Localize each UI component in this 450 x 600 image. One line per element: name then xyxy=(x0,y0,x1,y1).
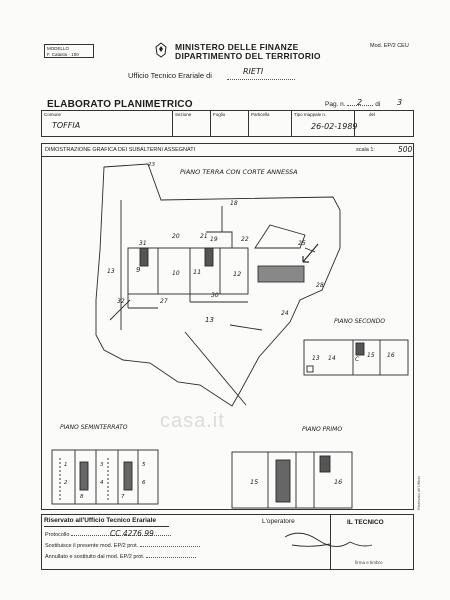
replaces-label: Sostituisce il presente mod. EP/2 prot. xyxy=(45,543,139,549)
foglio-label: Foglio xyxy=(213,112,226,117)
subalterno-label: 25 xyxy=(298,240,306,247)
document-title: ELABORATO PLANIMETRICO xyxy=(47,99,193,110)
firma-label: firma e timbro xyxy=(355,560,383,565)
subtitle-text: DIMOSTRAZIONE GRAFICA DEI SUBALTERNI ASSEGNATI xyxy=(45,147,196,153)
reserved-underline xyxy=(44,526,169,527)
subalterno-label: 20 xyxy=(172,233,180,240)
page-number: 2 xyxy=(357,98,363,107)
model-reference: Mod. EP/2 CEU xyxy=(370,43,409,49)
watermark: casa.it xyxy=(160,410,225,432)
subalterno-label: 32 xyxy=(117,298,125,305)
basement-sub-label: 8 xyxy=(80,494,84,500)
basement-sub-label: 3 xyxy=(100,462,104,468)
particella-label: Particella xyxy=(251,112,270,117)
replaces-row xyxy=(45,543,200,549)
second-floor-sub-label: 16 xyxy=(387,352,395,359)
subalterno-label: 12 xyxy=(233,270,242,278)
subalterno-label: 24 xyxy=(281,310,289,317)
protocol-value: CC 4276 99 xyxy=(110,529,154,538)
scale-label: scala 1: xyxy=(356,147,375,153)
parcel-outline xyxy=(96,164,340,406)
subalterno-label: 27 xyxy=(160,298,168,305)
side-note: Riservato all'Ufficio xyxy=(416,476,421,510)
comune-label: Comune xyxy=(44,112,62,117)
page-total: 3 xyxy=(397,98,403,107)
protocol-label: Protocollo xyxy=(45,532,70,538)
subalterno-label: 11 xyxy=(193,268,202,276)
ground-floor-building xyxy=(128,206,318,308)
first-floor-sub-label: 16 xyxy=(334,478,343,486)
first-floor-sub-label: 15 xyxy=(250,478,259,486)
subalterno-label: 28 xyxy=(316,282,324,289)
subalterno-label: 19 xyxy=(210,236,218,243)
basement-sub-label: 6 xyxy=(142,480,146,486)
department-name: DIPARTIMENTO DEL TERRITORIO xyxy=(175,51,321,61)
comune-value: TOFFIA xyxy=(52,121,81,130)
del-value: 26-02-1989 xyxy=(311,122,358,131)
tecnico-label: IL TECNICO xyxy=(347,519,384,526)
basement-label: PIANO SEMINTERRATO xyxy=(60,424,128,431)
subalterno-label: 18 xyxy=(230,200,238,207)
page-label: Pag. n. xyxy=(325,101,346,108)
of-label: di xyxy=(375,101,381,108)
subalterno-label: 22 xyxy=(241,236,249,243)
first-floor-label: PIANO PRIMO xyxy=(302,426,343,433)
subalterno-label: 10 xyxy=(172,270,180,277)
subalterno-label: 30 xyxy=(211,292,219,299)
tecnico-divider xyxy=(330,514,331,570)
reserved-heading: Riservato all'Ufficio Tecnico Erariale xyxy=(44,517,156,524)
stamp-line-2: F. Catasto - 100 xyxy=(47,52,79,57)
sezione-label: Sezione xyxy=(175,112,192,117)
basement-sub-label: 1 xyxy=(64,462,68,468)
del-label: del xyxy=(369,112,376,117)
subalterno-label: 13 xyxy=(107,268,115,275)
ministry-name: MINISTERO DELLE FINANZE xyxy=(175,42,299,52)
subalterno-label: 9 xyxy=(136,266,141,274)
scale-value: 500 xyxy=(398,145,413,154)
second-floor-sub-label: 15 xyxy=(367,352,375,359)
basement-sub-label: 7 xyxy=(121,494,125,500)
office-value: RIETI xyxy=(243,67,264,76)
office-label: Ufficio Tecnico Erariale di xyxy=(128,71,212,80)
cancelled-label: Annullato e sostituito dal mod. EP/2 prot. xyxy=(45,554,145,560)
ground-floor-label: PIANO TERRA CON CORTE ANNESSA xyxy=(180,168,298,176)
basement-sub-label: 4 xyxy=(100,480,104,486)
stamp-line-1: MODELLO xyxy=(47,46,70,51)
subalterno-label: 23 xyxy=(148,162,155,168)
basement-sub-label: 5 xyxy=(142,462,146,468)
basement-plan xyxy=(52,450,158,504)
subalterno-label: 31 xyxy=(139,240,147,247)
basement-sub-label: 2 xyxy=(64,480,68,486)
second-floor-label: PIANO SECONDO xyxy=(334,318,385,325)
second-floor-sub-label: C xyxy=(355,356,360,363)
cancelled-row xyxy=(45,554,196,560)
subalterno-label: 21 xyxy=(200,233,208,240)
subalterno-label: 13 xyxy=(205,316,214,324)
operator-label: L'operatore xyxy=(262,518,295,525)
tipo-mappale-label: Tipo mappale n. xyxy=(294,112,327,117)
second-floor-sub-label: 13 xyxy=(312,355,320,362)
second-floor-sub-label: 14 xyxy=(328,355,336,362)
